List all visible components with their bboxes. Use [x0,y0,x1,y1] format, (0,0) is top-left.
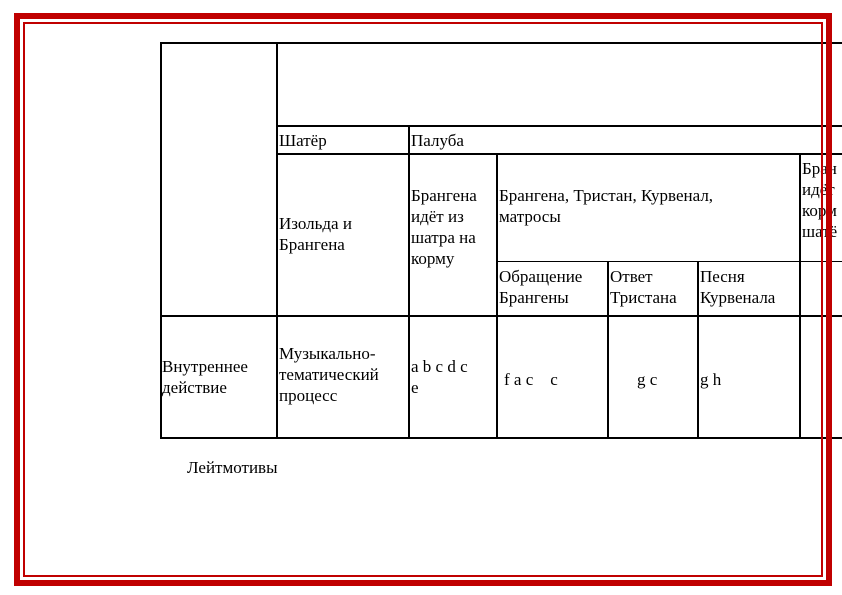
header-izolda-brangena: Изольда и Брангена [279,214,352,254]
cell-fac: f a c c [504,370,558,389]
red-frame-inner [23,22,823,577]
header-pesnya: Песня Курвенала [700,267,776,307]
header-shater: Шатёр [279,131,327,150]
red-frame-outer [14,13,832,586]
header-otvet: Ответ Тристана [610,267,677,307]
cell-abcdce: a b c d c e [411,357,468,397]
header-cutoff: Бран идёт корм шатё [802,159,838,241]
row-vnutrennee: Внутреннее действие [162,357,248,397]
caption-leitmotifs: Лейтмотивы [187,458,278,477]
header-brangena-korma: Брангена идёт из шатра на корму [411,186,477,268]
header-group: Брангена, Тристан, Курвенал, матросы [499,186,714,226]
header-obraschenie: Обращение Брангены [499,267,583,307]
row-process: Музыкально- тематический процесс [279,344,379,405]
cell-gh: g h [700,370,722,389]
header-paluba: Палуба [411,131,464,150]
cell-gc: g c [637,370,658,389]
